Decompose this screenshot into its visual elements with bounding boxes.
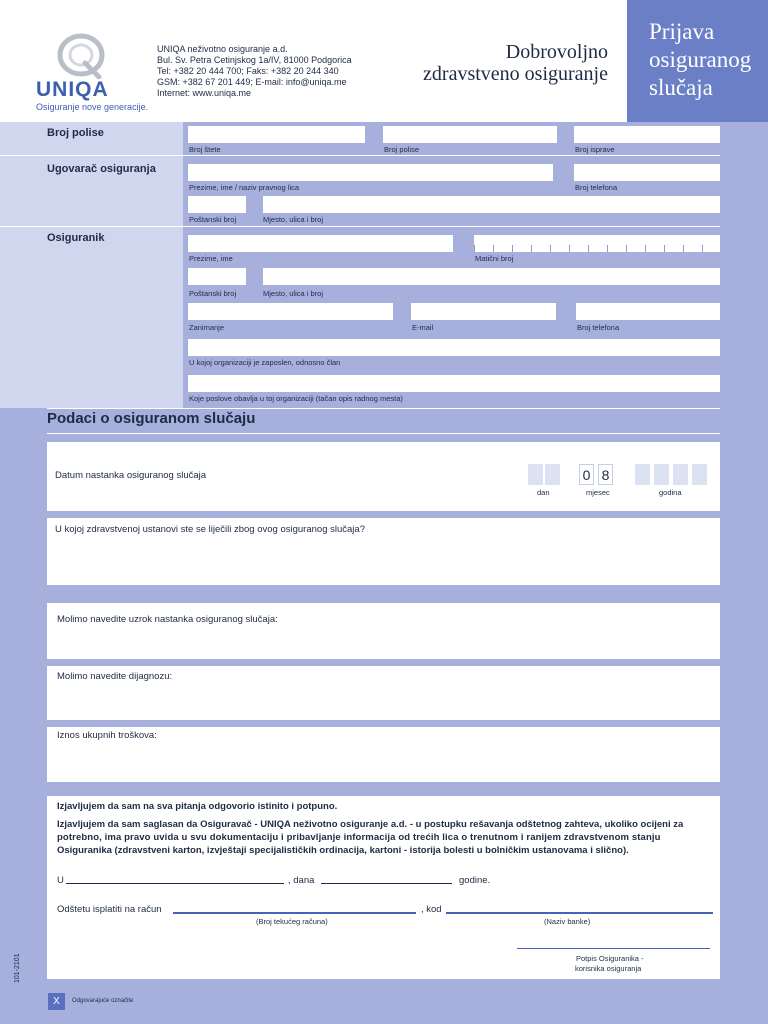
logo-wordmark: UNIQA <box>36 78 109 101</box>
diagnosis-question: Molimo navedite dijagnozu: <box>57 671 173 682</box>
year-digit-3[interactable] <box>673 464 688 485</box>
logo-slogan: Osiguranje nove generacije. <box>36 102 149 112</box>
account-caption: (Broj tekućeg računa) <box>256 917 328 926</box>
month-digit-1[interactable]: 0 <box>579 464 594 485</box>
contractor-address-input[interactable] <box>263 196 720 213</box>
company-info <box>157 44 352 99</box>
form-title-line2: zdravstveno osiguranje <box>423 63 608 85</box>
contractor-postal-input[interactable] <box>188 196 246 213</box>
insured-id-label: Matični broj <box>475 254 514 263</box>
document-title-line1: Prijava <box>649 19 715 44</box>
year-digit-2[interactable] <box>654 464 669 485</box>
contractor-name-label: Prezime, ime / naziv pravnog lica <box>189 183 300 192</box>
year-caption: godina <box>659 488 682 497</box>
year-digit-1[interactable] <box>635 464 650 485</box>
insured-occupation-label: Zanimanje <box>189 323 225 332</box>
claim-number-input[interactable] <box>188 126 365 143</box>
policy-section-label: Broj polise <box>47 127 104 139</box>
company-address: Bul. Sv. Petra Cetinjskog 1a/IV, 81000 Podgorica <box>157 55 352 65</box>
insured-duties-input[interactable] <box>188 375 720 392</box>
company-phone: Tel: +382 20 444 700; Faks: +382 20 244 340 <box>157 66 339 76</box>
policy-number-label: Broj polise <box>384 145 420 154</box>
insured-postal-input[interactable] <box>188 268 246 285</box>
contractor-address-label: Mjesto, ulica i broj <box>263 215 324 224</box>
divider <box>47 433 720 434</box>
declaration-consent-1: Izjavljujem da sam saglasan da Osiguravač - UNIQA neživotno osiguranje a.d. - u postupku rešavanja odštetnog zahteva, ukoliko ocijeni za <box>57 819 684 830</box>
insured-postal-label: Poštanski broj <box>189 289 237 298</box>
declaration-consent-2: potrebno, ima pravo uvida u svu dokumentaciju i pribavljanje informacija od trećih lica o trenutnom i ranijem zdravstvenom stanju <box>57 832 661 843</box>
contractor-name-input[interactable] <box>188 164 553 181</box>
form-title-line1: Dobrovoljno <box>505 41 608 63</box>
divider <box>0 155 183 156</box>
divider <box>47 408 720 409</box>
insured-name-input[interactable] <box>188 235 453 252</box>
document-number-input[interactable] <box>574 126 720 143</box>
event-date-label: Datum nastanka osiguranog slučaja <box>55 470 207 481</box>
bank-separator: , kod <box>421 904 442 915</box>
insured-id-digit-ticks <box>474 235 720 252</box>
date-input-line[interactable] <box>321 883 452 884</box>
year-suffix: godine. <box>459 875 491 886</box>
date-separator: , dana <box>288 875 315 886</box>
form-code: 101-2101 <box>14 953 21 983</box>
insured-address-input[interactable] <box>263 268 720 285</box>
costs-question: Iznos ukupnih troškova: <box>57 730 157 741</box>
contractor-postal-label: Poštanski broj <box>189 215 237 224</box>
document-title-line3: slučaja <box>649 75 713 100</box>
divider <box>0 226 183 227</box>
divider <box>183 155 720 156</box>
place-prefix: U <box>57 875 64 886</box>
event-section-title: Podaci o osiguranom slučaju <box>47 410 256 427</box>
insured-phone-label: Broj telefona <box>577 323 620 332</box>
insured-duties-label: Koje poslove obavlja u toj organizaciji (tačan opis radnog mesta) <box>189 394 403 403</box>
insured-organization-label: U kojoj organizaciji je zaposlen, odnosno član <box>189 358 341 367</box>
signature-caption-1: Potpis Osiguranika - <box>576 954 644 963</box>
policy-number-input[interactable] <box>383 126 557 143</box>
institution-question: U kojoj zdravstvenoj ustanovi ste se liječili zbog ovog osiguranog slučaja? <box>55 524 365 535</box>
insured-address-label: Mjesto, ulica i broj <box>263 289 324 298</box>
insured-phone-input[interactable] <box>576 303 720 320</box>
mark-legend: Odgovarajuće označite <box>72 998 134 1004</box>
place-input-line[interactable] <box>66 883 284 884</box>
form-title <box>370 41 608 85</box>
uniqa-logo-icon <box>55 33 107 79</box>
account-number-line[interactable] <box>173 912 416 914</box>
insured-organization-input[interactable] <box>188 339 720 356</box>
document-title-box <box>627 0 768 122</box>
cause-question: Molimo navedite uzrok nastanka osiguranog slučaja: <box>57 614 278 625</box>
day-digit-2[interactable] <box>545 464 560 485</box>
signature-line[interactable] <box>517 948 710 949</box>
contractor-phone-label: Broj telefona <box>575 183 618 192</box>
day-digit-1[interactable] <box>528 464 543 485</box>
contractor-phone-input[interactable] <box>574 164 720 181</box>
document-title-line2: osiguranog <box>649 47 752 72</box>
cause-answer-box[interactable] <box>47 603 720 659</box>
bank-caption: (Naziv banke) <box>544 917 591 926</box>
year-digit-4[interactable] <box>692 464 707 485</box>
document-number-label: Broj isprave <box>575 145 615 154</box>
company-email: GSM: +382 67 201 449; E-mail: info@uniqa.me <box>157 77 347 87</box>
day-caption: dan <box>537 488 550 497</box>
insured-section-label: Osiguranik <box>47 232 105 244</box>
claim-number-label: Broj štete <box>189 145 221 154</box>
insured-email-input[interactable] <box>411 303 556 320</box>
payment-label: Odštetu isplatiti na račun <box>57 904 162 915</box>
mark-x-icon: X <box>48 993 65 1010</box>
month-caption: mjesec <box>586 488 610 497</box>
company-website: Internet: www.uniqa.me <box>157 88 252 98</box>
declaration-consent-3: Osiguranika (zdravstveni karton, izvještaji specijalističkih ordinacija, kartoni - istorija bolesti u bolničkim ustanovama i slično). <box>57 845 629 856</box>
contractor-section-label: Ugovarač osiguranja <box>47 163 156 175</box>
month-digit-2[interactable]: 8 <box>598 464 613 485</box>
insured-name-label: Prezime, ime <box>189 254 233 263</box>
divider <box>183 226 720 227</box>
bank-name-line[interactable] <box>446 912 713 914</box>
insured-occupation-input[interactable] <box>188 303 393 320</box>
company-name: UNIQA neživotno osiguranje a.d. <box>157 44 288 54</box>
signature-caption-2: korisnika osiguranja <box>575 964 642 973</box>
declaration-truth: Izjavljujem da sam na sva pitanja odgovorio istinito i potpuno. <box>57 801 338 812</box>
insured-email-label: E-mail <box>412 323 434 332</box>
